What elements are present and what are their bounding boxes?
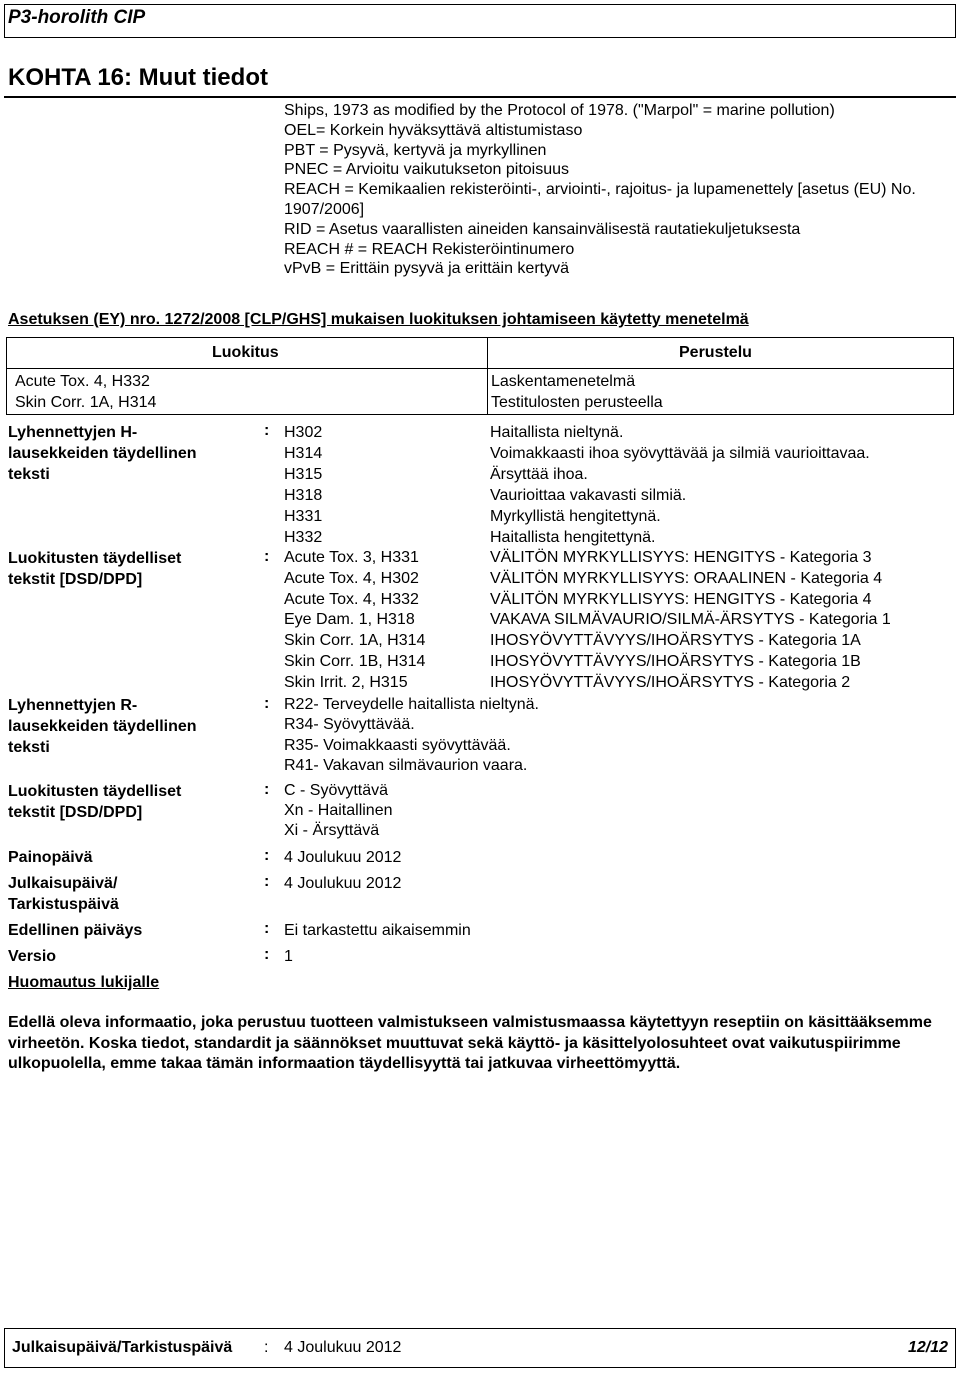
header-box	[4, 4, 956, 38]
colon: :	[264, 946, 270, 963]
label-line: Julkaisupäivä/	[8, 875, 118, 892]
classification-text: VÄLITÖN MYRKYLLISYYS: HENGITYS - Kategoria 3	[490, 549, 872, 566]
colon: :	[264, 422, 270, 439]
classification-codes	[284, 548, 425, 694]
h-code: H331	[284, 508, 323, 525]
footer-date: 4 Joulukuu 2012	[284, 1339, 402, 1356]
h-text: Myrkyllistä hengitettynä.	[490, 508, 661, 525]
previous-date-value: Ei tarkastettu aikaisemmin	[284, 922, 471, 939]
h-code: H315	[284, 466, 323, 483]
table-header-divider	[7, 368, 953, 369]
column-header-basis: Perustelu	[679, 344, 752, 361]
reader-note-label: Huomautus lukijalle	[8, 974, 160, 991]
table-cell-basis: Testitulosten perusteella	[491, 394, 663, 411]
h-texts	[490, 422, 870, 548]
dsd-classes-label	[8, 781, 181, 823]
dsd-class: C - Syövyttävä	[284, 782, 389, 799]
abbreviation-item: OEL= Korkein hyväksyttävä altistumistaso	[284, 121, 583, 139]
label-line: tekstit [DSD/DPD]	[8, 571, 143, 588]
clp-method-title: Asetuksen (EY) nro. 1272/2008 [CLP/GHS] mukaisen luokituksen johtamiseen käytetty menetelmä	[8, 311, 749, 328]
dsd-classes	[284, 781, 393, 841]
table-divider	[487, 338, 488, 414]
issue-date-label	[8, 873, 119, 915]
colon: :	[264, 1339, 269, 1356]
label-line: tekstit [DSD/DPD]	[8, 804, 143, 821]
colon: :	[264, 695, 270, 712]
print-date-label: Painopäivä	[8, 849, 93, 866]
label-line: teksti	[8, 739, 50, 756]
footer-label: Julkaisupäivä/Tarkistuspäivä	[12, 1339, 233, 1356]
page-number: 12/12	[907, 1339, 948, 1356]
table-cell-classification: Acute Tox. 4, H332	[15, 373, 150, 390]
classification-code: Skin Corr. 1B, H314	[284, 652, 426, 670]
section-divider	[4, 96, 956, 98]
classification-text: IHOSYÖVYTTÄVYYS/IHOÄRSYTYS - Kategoria 1A	[490, 632, 861, 650]
classification-code: Eye Dam. 1, H318	[284, 611, 415, 629]
h-text: Ärsyttää ihoa.	[490, 466, 588, 483]
abbreviation-item: vPvB = Erittäin pysyvä ja erittäin kertyvä	[284, 260, 569, 278]
classification-code: Acute Tox. 4, H332	[284, 590, 419, 608]
disclaimer-text: Edellä oleva informaatio, joka perustuu tuotteen valmistukseen valmistusmaassa käytettyyn reseptiin on käsittääksemme virheetön. Koska tiedot, standardit ja säännökset muuttuvat sekä käyttö- ja käsittelyolosuhteet ovat vaikutuspiirimme ulkopuolella, emme takaa tämän informaation täydellisyyttä tai jatkuvaa virheettömyyttä.	[8, 1014, 932, 1072]
h-code: H314	[284, 445, 323, 462]
label-line: Lyhennettyjen H-	[8, 424, 138, 441]
version-value: 1	[284, 948, 293, 965]
table-cell-classification: Skin Corr. 1A, H314	[15, 394, 157, 411]
label-line: teksti	[8, 466, 50, 483]
classification-text: IHOSYÖVYTTÄVYYS/IHOÄRSYTYS - Kategoria 1B	[490, 652, 861, 670]
colon: :	[264, 920, 270, 937]
h-text: Vaurioittaa vakavasti silmiä.	[490, 487, 687, 504]
label-line: Luokitusten täydelliset	[8, 783, 182, 800]
abbreviation-item: PNEC = Arvioitu vaikutukseton pitoisuus	[284, 161, 570, 179]
colon: :	[264, 781, 270, 798]
h-text: Haitallista nieltynä.	[490, 424, 624, 441]
abbreviation-item: RID = Asetus vaarallisten aineiden kansainvälisestä rautatiekuljetuksesta	[284, 220, 801, 238]
section-title: KOHTA 16: Muut tiedot	[8, 64, 268, 91]
label-line: Lyhennettyjen R-	[8, 697, 138, 714]
classification-code: Skin Corr. 1A, H314	[284, 632, 426, 650]
colon: :	[264, 548, 270, 565]
column-header-classification: Luokitus	[212, 344, 279, 361]
abbreviation-item: Ships, 1973 as modified by the Protocol of 1978. ("Marpol" = marine pollution)	[284, 102, 835, 119]
h-code: H332	[284, 529, 323, 546]
abbreviation-item: REACH # = REACH Rekisteröintinumero	[284, 240, 575, 258]
r-phrase: R41- Vakavan silmävaurion vaara.	[284, 756, 528, 774]
label-line: Luokitusten täydelliset	[8, 550, 182, 567]
classification-text: VÄLITÖN MYRKYLLISYYS: HENGITYS - Kategoria 4	[490, 590, 872, 608]
h-code: H318	[284, 487, 323, 504]
classification-code: Skin Irrit. 2, H315	[284, 673, 408, 691]
classification-texts	[490, 548, 891, 694]
h-statements-label	[8, 422, 197, 485]
classification-text: VAKAVA SILMÄVAURIO/SILMÄ-ÄRSYTYS - Kategoria 1	[490, 611, 891, 629]
classifications-label	[8, 548, 181, 590]
abbreviations-list	[284, 101, 944, 279]
h-codes	[284, 422, 322, 548]
r-phrases-label	[8, 695, 197, 758]
document-title: P3-horolith CIP	[8, 7, 146, 28]
h-code: H302	[284, 424, 323, 441]
label-line: lausekkeiden täydellinen	[8, 445, 197, 462]
table-cell-basis: Laskentamenetelmä	[491, 373, 636, 390]
h-text: Voimakkaasti ihoa syövyttävää ja silmiä vaurioittavaa.	[490, 445, 870, 462]
label-line: lausekkeiden täydellinen	[8, 718, 197, 735]
dsd-class: Xi - Ärsyttävä	[284, 822, 380, 839]
abbreviation-item: REACH = Kemikaalien rekisteröinti-, arviointi-, rajoitus- ja lupamenettely [asetus (EU) No. 1907/2006]	[284, 181, 916, 218]
r-phrases	[284, 695, 539, 776]
previous-date-label: Edellinen päiväys	[8, 922, 143, 939]
h-text: Haitallista hengitettynä.	[490, 529, 656, 546]
print-date-value: 4 Joulukuu 2012	[284, 849, 402, 866]
label-line: Tarkistuspäivä	[8, 896, 119, 913]
issue-date-value: 4 Joulukuu 2012	[284, 875, 402, 892]
r-phrase: R35- Voimakkaasti syövyttävää.	[284, 736, 511, 754]
classification-code: Acute Tox. 4, H302	[284, 569, 419, 587]
dsd-class: Xn - Haitallinen	[284, 802, 393, 819]
colon: :	[264, 873, 270, 890]
abbreviation-item: PBT = Pysyvä, kertyvä ja myrkyllinen	[284, 141, 547, 159]
classification-text: IHOSYÖVYTTÄVYYS/IHOÄRSYTYS - Kategoria 2	[490, 673, 851, 691]
classification-text: VÄLITÖN MYRKYLLISYYS: ORAALINEN - Kategoria 4	[490, 569, 883, 587]
colon: :	[264, 847, 270, 864]
version-label: Versio	[8, 948, 57, 965]
classification-code: Acute Tox. 3, H331	[284, 549, 419, 566]
r-phrase: R22- Terveydelle haitallista nieltynä.	[284, 696, 539, 713]
clp-table	[6, 337, 954, 415]
r-phrase: R34- Syövyttävää.	[284, 716, 415, 734]
